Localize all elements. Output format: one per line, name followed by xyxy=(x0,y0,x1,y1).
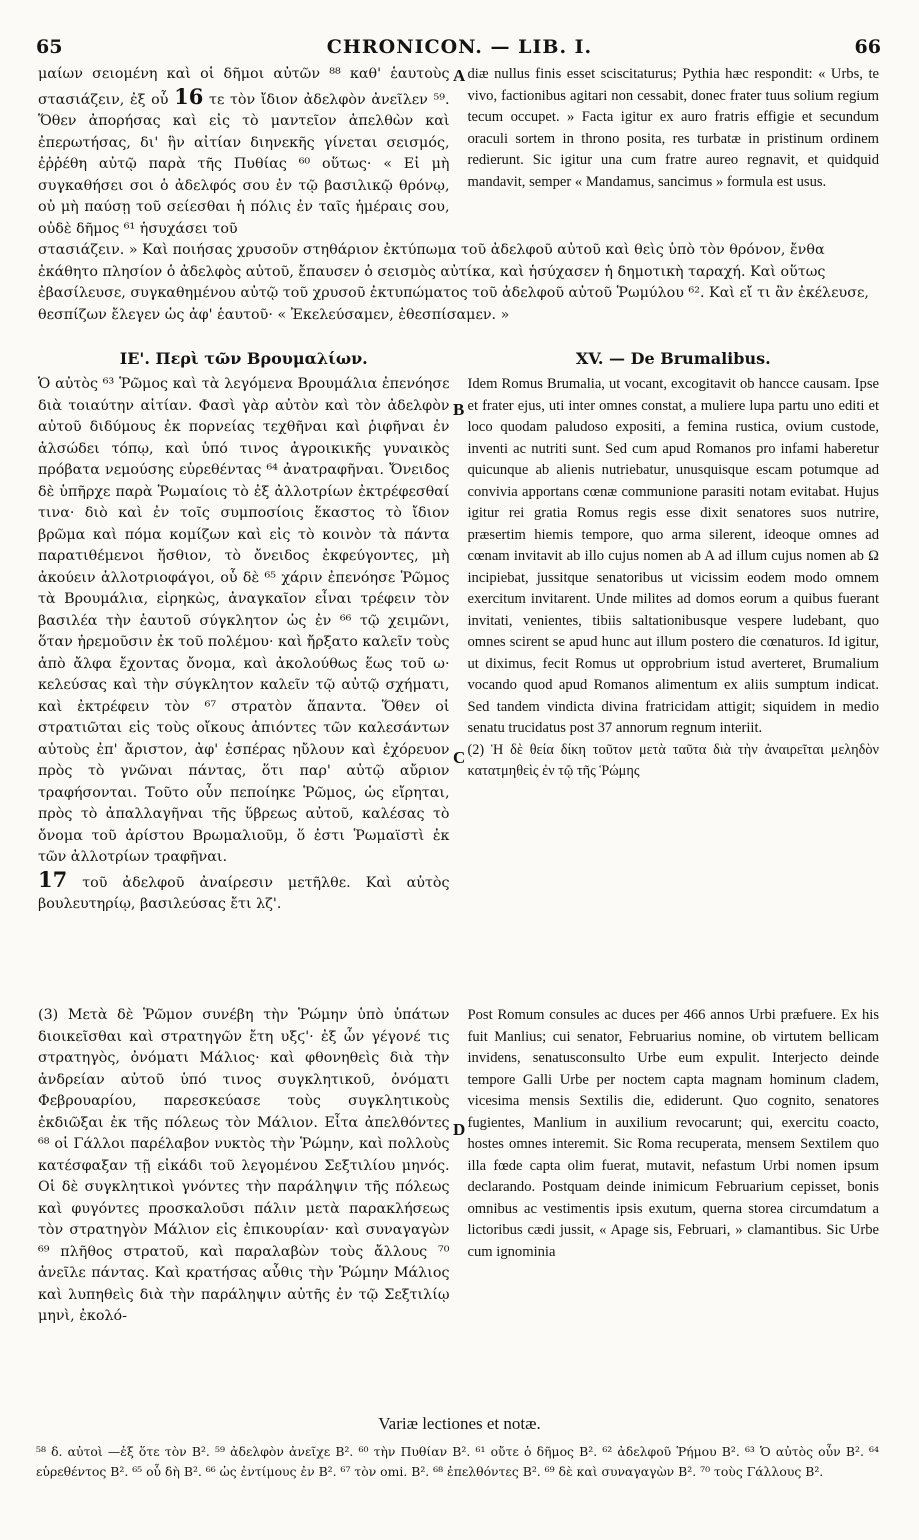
greek-paragraph-end: τοῦ ἀδελφοῦ ἀναίρεσιν μετῆλθε. Καὶ αὐτὸς βουλευτηρίῳ, βασιλεύσας ἔτι λζ'. xyxy=(38,874,450,912)
running-title: CHRONICON. — LIB. I. xyxy=(326,36,593,58)
greek-fullwidth-text: στασιάζειν. » Καὶ ποιήσας χρυσοῦν στηθάριον ἐκτύπωμα τοῦ ἀδελφοῦ αὐτοῦ καὶ θεὶς ὑπὸ τὸν θρόνον, ἔνθα ἐκάθητο πλησίον ὁ ἀδελφὸς αὐτοῦ, ἔπαυσεν ὁ σεισμὸς αὐτίκα, καὶ ἡσύχασεν ἡ δημοτικὴ ταραχή. Καὶ οὕτως ἐβασίλευσε, συγκαθημένου αὐτῷ τοῦ χρυσοῦ ἐκτυπώματος τοῦ ἀδελφοῦ αὐτοῦ Ῥωμύλου ⁶². Καὶ εἴ τι ἂν ἐκέλευσε, θεσπίζων ἔλεγεν ὡς ἀφ' ἑαυτοῦ· « Ἐκελεύσαμεν, ἐθεσπίσαμεν. » xyxy=(38,242,869,323)
page-number-left: 65 xyxy=(36,36,63,58)
greek-column-section xyxy=(38,374,450,916)
section-headings xyxy=(38,347,879,371)
greek-paragraph: Ὁ αὐτὸς ⁶³ Ῥῶμος καὶ τὰ λεγόμενα Βρουμάλια ἐπενόησε διὰ τοιαύτην αἰτίαν. Φασὶ γὰρ αὐτὸν καὶ τὸν ἀδελφὸν αὐτοῦ διδύμους ἐκ πορνείας τεχθῆναι καὶ ῥιφῆναι ἐν ἀλσώδει τόπῳ, καὶ ὑπό τινος ἀγροικικῆς γυναικὸς πρόβατα νεμούσης εὑρεθέντας ⁶⁴ ἀνατραφῆναι. Ὄνειδος δὲ ὑπῆρχε παρὰ Ῥωμαίοις τὸ ἐξ ἀλλοτρίων ἐκτρέφεσθαί τινα· διὸ καὶ ἐν τοῖς συμποσίοις ἕκαστος τὸ ἴδιον βρῶμα καὶ πόμα κομίζων καὶ εἰς τὸ κοινὸν τὰ πάντα παρατιθέμενοι ἤσθιον, τὸ ὄνειδος ἐκφεύγοντες, μὴ ἀκούειν ἀλλοτριοφάγοι, οὗ δὲ ⁶⁵ χάριν ἐπενόησε Ῥῶμος τὰ Βρουμάλια, εἰρηκὼς, ἀναγκαῖον εἶναι τρέφειν τὸν βασιλέα τὴν ἑαυτοῦ σύγκλητον ὡς ἐν ⁶⁶ τῷ χειμῶνι, ὅταν ἠρεμοῦσιν ἐκ τοῦ πολέμου· καὶ ἤρξατο καλεῖν τοὺς ἀπὸ ἄλφα ἔχοντας ὄνομα, καὶ ἀκολούθως ἕως τοῦ ω· κελεύσας καὶ τὴν σύγκλητον καλεῖν τῷ αὐτῷ σχήματι, καὶ ἐκτρέφειν τὸν ⁶⁷ στρατὸν ἅπαντα. Ὅθεν οἱ στρατιῶται εἰς τοὺς οἴκους ἀπιόντες τῶν καλεσάντων αὐτοὺς ἐπ' ἄριστον, ἀφ' ἑσπέρας ηὔλουν καὶ ἐχόρευον πρὸς τὸ γνῶναι πάντας, ὅτι παρ' αὐτῷ αὔριον τραφήσονται. Τοῦτο οὖν πεποίηκε Ῥῶμος, ὡς εἴρηται, πρὸς τὸ ἀπαλλαγῆναι τῆς ὕβρεως αὐτοῦ, καλέσας τὸ ὄνομα τοῦ ἀρίστου Βρωμαλιοῦμ, ὅ ἐστι Ῥωμαϊστὶ ἐκ τῶν ἀλλοτρίων τραφῆναι. xyxy=(38,376,450,865)
running-header xyxy=(30,30,889,58)
bottom-block xyxy=(38,1005,879,1328)
column-number-16: 16 xyxy=(174,83,204,109)
greek-section-heading: ΙΕ'. Περὶ τῶν Βρουμαλίων. xyxy=(119,349,368,368)
latin-column-top: diæ nullus finis esset sciscitaturus; Pythia hæc respondit: « Urbs, te vivo, factionibus agitari non cessabit, donec frater tuus solium regium tecum occupet. » Facta igitur ex auro fratris effigie et secundum oraculi sortem in throno posita, res turbatæ in pristinum ordinem redierunt. Sic igitur una cum fratre aureo regnavit, et quidquid mandavit, semper « Mandamus, sancimus » formula est usus. xyxy=(467,66,879,190)
greek-text: μαίων σειομένη καὶ οἱ δῆμοι αὐτῶν ⁸⁸ καθ' ἑαυτοὺς στασιάζειν, ἐξ οὗ xyxy=(38,66,450,108)
greek-column-top xyxy=(38,64,450,240)
greek-text: τε τὸν ἴδιον ἀδελφὸν ἀνεῖλεν ⁵⁹. Ὅθεν ἀπορήσας καὶ εἰς τὸ μαντεῖον ἀπελθὼν καὶ ἐπερωτήσας, δι' ἣν αἰτίαν διηνεκῆς γίνεται σεισμός, ἐῤῥέθη αὐτῷ παρὰ τῆς Πυθίας ⁶⁰ οὕτως· « Εἰ μὴ συγκαθήσει σοι ὁ ἀδελφός σου ἐν τῷ βασιλικῷ θρόνῳ, οὐ μὴ παύσῃ τοῦ σείεσθαι ἡ πόλις ἐν ταῖς ἡμέραις σου, οὐδὲ δῆμος ⁶¹ ἡσυχάσει τοῦ xyxy=(38,91,450,237)
greek-inline-paragraph: (2) Ἡ δὲ θεία δίκη τοῦτον μετὰ ταῦτα διὰ τὴν ἀναιρεῖται μεληδὸν κατατμηθεὶς ἐν τῷ τῆς Ῥώμης xyxy=(467,741,879,779)
margin-letter-b: B xyxy=(453,400,465,419)
notes-text: ⁵⁸ δ. αὐτοὶ —ἐξ ὅτε τὸν B². ⁵⁹ ἀδελφὸν ἀνεῖχε B². ⁶⁰ τὴν Πυθίαν B². ⁶¹ οὔτε ὁ δῆμος B². ⁶² ἀδελφοῦ Ῥήμου B². ⁶³ Ὁ αὐτὸς οὖν B². ⁶⁴ εὑρεθέντος B². ⁶⁵ οὗ δὴ B². ⁶⁶ ὡς ἐντίμους ἐν B². ⁶⁷ τὸν omi. B². ⁶⁸ ἐπελθόντες B². ⁶⁹ δὲ καὶ συναγαγὼν B². ⁷⁰ τοὺς Γάλλους B². xyxy=(36,1444,879,1479)
latin-column-bottom: Post Romum consules ac duces per 466 annos Urbi præfuere. Ex his fuit Manlius; cui senator, Februarius nomine, ob virtutem bellicam invidens, senatusconsulto Urbe eum expulit. Interjecto deinde tempore Galli Urbe per noctem capta magnam hominum cladem, vicesima mensis Sextilis die, ediderunt. Quo cognito, senatores fugientes, Manlium in auxilium revocarunt; qui, exercitu coacto, hostes omnes interemit. Sic Roma recuperata, mensem Sextilem quo illa fœde capta olim fuerat, mutavit, nefastum Urbi nomen ipsum declarando. Postquam deinde inimicum Februarium cepisset, bonis omnibus ac vestimentis ipsis exutum, querna storea circumdatum a lictoribus cædi jussit, « Apage sis, Februari, » clamantibus. Sic Urbe cum ignominia xyxy=(467,1007,879,1260)
latin-column-section xyxy=(468,374,880,916)
margin-letter-a: A xyxy=(453,66,466,85)
latin-paragraph: Idem Romus Brumalia, ut vocant, excogitavit ob hancce causam. Ipse et frater ejus, uti inter omnes constat, a muliere lupa partu uno editi et loco quodam paludoso expositi, a femina rustica, ovium custode, inventi ac nutriti sunt. Sed cum apud Romanos pro infami haberetur quicunque ab alienis nutriebatur, unusquisque escam potumque ad convivia apportans cœnæ communione parasiti notam evitabat. Hujus igitur rei gratia Romus regis esse dixit senatores suos nutrire, præsertim hiemis tempore, quo arma silerent, ideoque omnes ad cœnam invitavit ab illo cujus nomen ab A ad illum cujus nomen ab Ω incipiebat, jussitque senatoribus ut vicissim eodem modo omnem exercitum invitarent. Unde milites ad domos eorum a quibus fuerant invitati, venientes, tibiis saltationibusque vespere ludebant, quo omnes scirent se apud hunc aut illum postero die cœnaturos. Id igitur, ut diximus, fecit Romus ut opprobrium istud averteret, Brumalium vocando quod apud Romanos alimentum ex aliis sumptum indicat. Sed tandem vindicta divina fratricidam attigit; siquidem in medio senatu trucidatus post 37 annorum regnum interiit. xyxy=(467,376,879,736)
margin-letter-c: C xyxy=(453,748,466,767)
top-block xyxy=(38,64,879,326)
page-number-right: 66 xyxy=(854,36,881,58)
latin-section-heading: XV. — De Brumalibus. xyxy=(575,349,771,368)
margin-letter-d: D xyxy=(453,1120,466,1139)
notes-title: Variæ lectiones et notæ. xyxy=(378,1414,541,1433)
greek-column-bottom: (3) Μετὰ δὲ Ῥῶμον συνέβη τὴν Ῥώμην ὑπὸ ὑπάτων διοικεῖσθαι καὶ στρατηγῶν ἔτη υξϛ'· ἐξ ὧν γέγονέ τις στρατηγὸς, ὀνόματι Μάλιος· καὶ φθονηθεὶς διὰ τὴν ἀνδρείαν αὐτοῦ ὑπό τινος συγκλητικοῦ, ὀνόματι Φεβρουαρίου, παρεσκεύασε τοὺς συγκλητικοὺς ἐκδιῶξαι ἐκ τῆς πόλεως τὸν Μάλιον. Εἶτα ἀπελθόντες ⁶⁸ οἱ Γάλλοι παρέλαβον νυκτὸς τὴν Ῥώμην, καὶ πολλοὺς κατέσφαξαν τῇ εἰκάδι τοῦ λεγομένου Σεξτιλίου μηνός. Οἱ δὲ συγκλητικοὶ γνόντες τὴν παράληψιν τῆς πόλεως καὶ φυγόντες προσκαλοῦσι πάλιν μετὰ παρακλήσεως τὸν στρατηγὸν Μάλιον εἰς ἐπικουρίαν· καὶ συναγαγὼν ⁶⁹ πλῆθος στρατοῦ, καὶ παραλαβὼν τοὺς ἄλλους ⁷⁰ ἀνεῖλε πάντας. Καὶ κρατήσας αὖθις τὴν Ῥώμην Μάλιος καὶ λυπηθεὶς διὰ τὴν παράληψιν αὐτῆς ἐν τῷ Σεξτιλίῳ μηνὶ, ἐκολό- xyxy=(38,1007,450,1324)
column-number-17: 17 xyxy=(38,866,68,892)
section-body xyxy=(38,374,879,916)
